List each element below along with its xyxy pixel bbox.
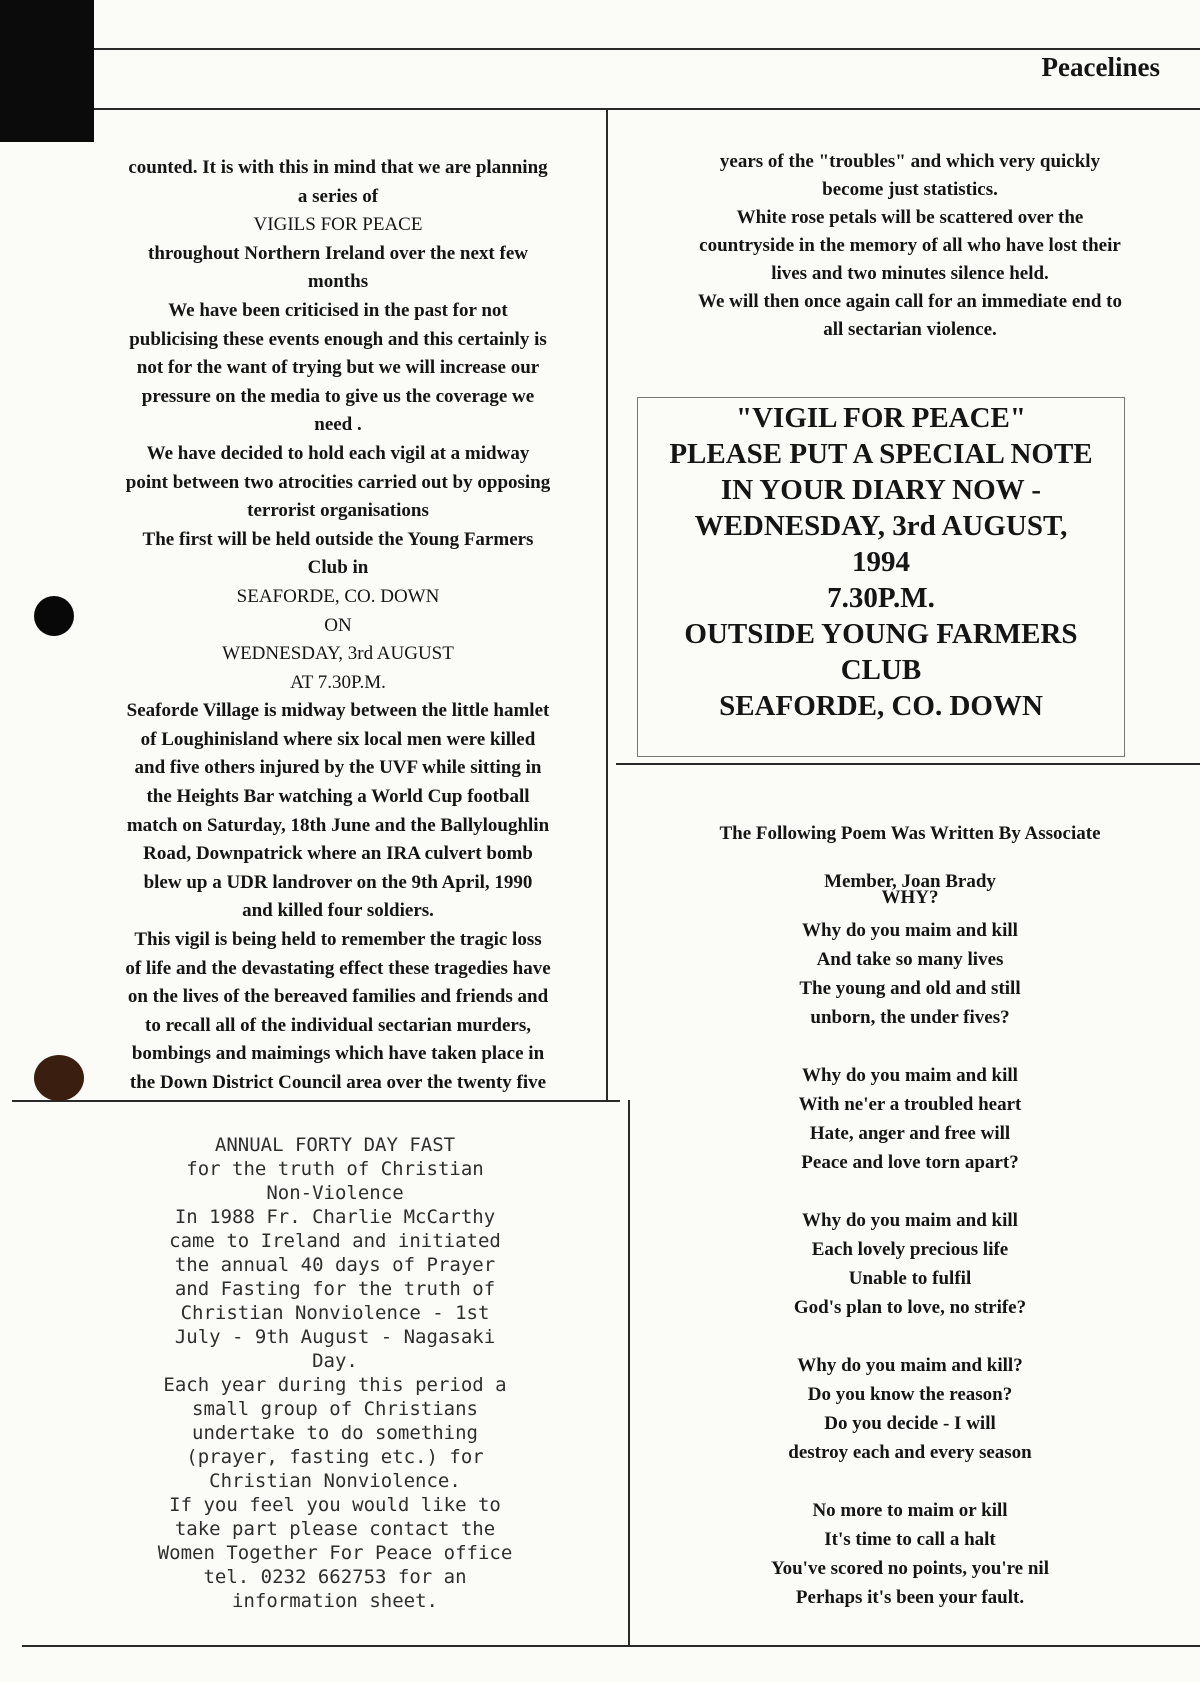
- article-line: countryside in the memory of all who have lost their: [699, 235, 1121, 256]
- article-line: not for the want of trying but we will increase our: [136, 357, 540, 379]
- poem-line: No more to maim or kill: [812, 1500, 1008, 1521]
- article-line: on the lives of the bereaved families and friends and: [127, 986, 549, 1008]
- fast-notice: [95, 1133, 575, 1613]
- scan-black-tab: [0, 0, 94, 142]
- article-line: the Heights Bar watching a World Cup football: [146, 786, 530, 808]
- article-line: WEDNESDAY, 3rd AUGUST: [222, 643, 454, 665]
- fast-notice-line: undertake to do something: [192, 1422, 478, 1444]
- article-line: counted. It is with this in mind that we are planning: [128, 157, 548, 178]
- article-line: terrorist organisations: [247, 500, 429, 522]
- header-rule-top: [94, 48, 1200, 50]
- fast-notice-line: and Fasting for the truth of: [174, 1278, 496, 1300]
- article-line: Road, Downpatrick where an IRA culvert bomb: [143, 843, 533, 865]
- notice-line: OUTSIDE YOUNG FARMERS: [684, 618, 1078, 650]
- article-line: bombings and maimings which have taken place in: [131, 1043, 545, 1065]
- right-section-rule: [616, 763, 1200, 765]
- fast-notice-line: Non-Violence: [266, 1182, 404, 1204]
- fast-notice-line: (prayer, fasting etc.) for: [186, 1446, 484, 1468]
- article-line: point between two atrocities carried out by opposing: [125, 471, 551, 493]
- poem-line: Each lovely precious life: [811, 1239, 1009, 1260]
- poem-line: God's plan to love, no strife?: [793, 1297, 1027, 1318]
- article-line: VIGILS FOR PEACE: [253, 214, 423, 236]
- poem-line: Why do you maim and kill?: [797, 1355, 1023, 1376]
- article-line: This vigil is being held to remember the tragic loss: [134, 929, 542, 951]
- newsletter-title: Peacelines: [1041, 52, 1160, 82]
- poem-stanza: [650, 1496, 1170, 1612]
- fast-notice-line: Each year during this period a: [163, 1374, 507, 1396]
- article-line: the Down District Council area over the twenty five: [129, 1072, 547, 1093]
- fast-notice-line: for the truth of Christian: [186, 1158, 484, 1180]
- notice-line: SEAFORDE, CO. DOWN: [719, 690, 1043, 722]
- article-line: blew up a UDR landrover on the 9th April, 1990: [143, 871, 533, 893]
- article-line: ON: [324, 614, 352, 636]
- fast-notice-line: ANNUAL FORTY DAY FAST: [214, 1134, 456, 1156]
- article-line: all sectarian violence.: [823, 319, 997, 340]
- fast-notice-line: Christian Nonviolence - 1st: [180, 1302, 490, 1324]
- poem-line: With ne'er a troubled heart: [798, 1094, 1022, 1115]
- fast-notice-line: came to Ireland and initiated: [169, 1230, 501, 1252]
- article-line: Club in: [307, 557, 369, 579]
- article-line: become just statistics.: [822, 179, 998, 200]
- article-line: and killed four soldiers.: [242, 900, 434, 922]
- article-line: need .: [314, 414, 362, 436]
- fast-notice-line: Women Together For Peace office: [157, 1542, 513, 1564]
- fast-notice-line: small group of Christians: [192, 1398, 478, 1420]
- article-line: lives and two minutes silence held.: [771, 263, 1049, 284]
- article-line: We will then once again call for an immediate end to: [698, 291, 1122, 312]
- article-line: We have decided to hold each vigil at a midway: [146, 442, 530, 464]
- notice-line: "VIGIL FOR PEACE": [735, 402, 1026, 434]
- poem-line: Peace and love torn apart?: [801, 1152, 1019, 1173]
- poem-line: Do you decide - I will: [824, 1413, 996, 1434]
- poem-line: Why do you maim and kill: [802, 1210, 1018, 1231]
- poem-body: [650, 916, 1170, 1641]
- poem-line: You've scored no points, you're nil: [770, 1558, 1049, 1579]
- notice-line: PLEASE PUT A SPECIAL NOTE: [669, 438, 1093, 470]
- article-line: of life and the devastating effect these tragedies have: [125, 957, 551, 979]
- fast-notice-line: Christian Nonviolence.: [209, 1470, 461, 1492]
- poem-line: Unable to fulfil: [848, 1268, 972, 1289]
- poem-line: The young and old and still: [799, 978, 1021, 999]
- fast-notice-line: tel. 0232 662753 for an: [203, 1566, 467, 1588]
- notice-line: IN YOUR DIARY NOW -: [720, 474, 1042, 506]
- vigil-article-continued: [640, 148, 1180, 344]
- article-line: The first will be held outside the Young Farmers: [142, 528, 534, 550]
- poem-intro-line: The Following Poem Was Written By Associate: [719, 823, 1101, 844]
- article-line: and five others injured by the UVF while sitting in: [134, 757, 542, 779]
- vigil-article: [68, 154, 608, 1098]
- poem-stanza: [650, 1351, 1170, 1467]
- article-line: White rose petals will be scattered over the: [736, 207, 1084, 228]
- article-line: months: [307, 271, 369, 293]
- poem-line: Perhaps it's been your fault.: [795, 1587, 1025, 1608]
- fast-notice-line: Day.: [312, 1350, 358, 1372]
- left-section-rule: [12, 1100, 620, 1102]
- poem-line: unborn, the under fives?: [810, 1007, 1010, 1028]
- poem-line: Hate, anger and free will: [809, 1123, 1011, 1144]
- article-line: to recall all of the individual sectarian murders,: [145, 1014, 531, 1036]
- poem-line: Do you know the reason?: [807, 1384, 1013, 1405]
- notice-line: 7.30P.M.: [827, 582, 935, 614]
- poem-stanza: [650, 1061, 1170, 1177]
- notice-line: WEDNESDAY, 3rd AUGUST,: [694, 510, 1068, 542]
- article-line: pressure on the media to give us the coverage we: [141, 385, 535, 407]
- page-bottom-rule: [22, 1645, 1200, 1647]
- poem-line: Why do you maim and kill: [802, 920, 1018, 941]
- article-line: publicising these events enough and this certainly is: [129, 328, 547, 350]
- notice-line: CLUB: [840, 654, 922, 686]
- poem-stanza: [650, 1206, 1170, 1322]
- article-line: AT 7.30P.M.: [290, 671, 386, 693]
- article-line: match on Saturday, 18th June and the Ballyloughlin: [126, 814, 550, 836]
- article-line: Seaforde Village is midway between the little hamlet: [126, 700, 550, 722]
- poem-line: destroy each and every season: [788, 1442, 1032, 1463]
- fast-notice-line: In 1988 Fr. Charlie McCarthy: [174, 1206, 496, 1228]
- poem-line: It's time to call a halt: [824, 1529, 996, 1550]
- fast-notice-line: information sheet.: [232, 1590, 438, 1612]
- article-line: years of the "troubles" and which very quickly: [719, 151, 1101, 172]
- poem-intro-line: Member, Joan Brady: [824, 871, 996, 892]
- article-line: throughout Northern Ireland over the next few: [148, 242, 528, 264]
- fast-notice-line: If you feel you would like to: [169, 1494, 501, 1516]
- poem-stanza: [650, 916, 1170, 1032]
- column-divider-lower: [628, 1100, 630, 1645]
- article-line: of Loughinisland where six local men were killed: [140, 728, 536, 750]
- article-line: We have been criticised in the past for not: [168, 299, 508, 321]
- article-line: a series of: [297, 185, 379, 207]
- poem-title: WHY?: [881, 887, 939, 908]
- article-line: SEAFORDE, CO. DOWN: [236, 585, 440, 607]
- notice-line: 1994: [852, 546, 910, 578]
- fast-notice-line: July - 9th August - Nagasaki: [174, 1326, 496, 1348]
- fast-notice-line: take part please contact the: [174, 1518, 496, 1540]
- poem-line: And take so many lives: [816, 949, 1004, 970]
- header-rule-bottom: [94, 108, 1200, 110]
- poem-line: Why do you maim and kill: [802, 1065, 1018, 1086]
- vigil-notice-box: [637, 397, 1125, 757]
- fast-notice-line: the annual 40 days of Prayer: [174, 1254, 496, 1276]
